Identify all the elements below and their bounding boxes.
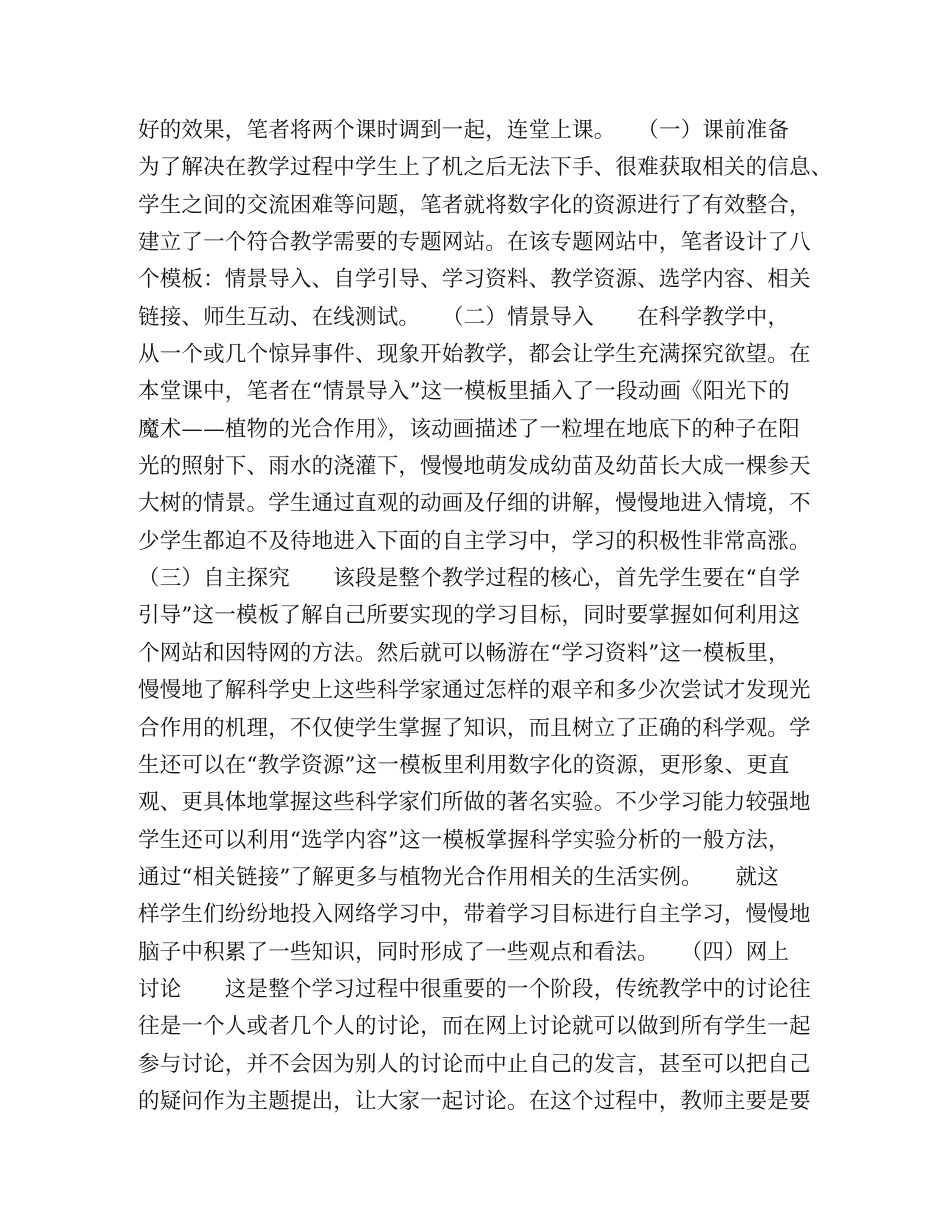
text-line: 慢慢地了解科学史上这些科学家通过怎样的艰辛和多少次尝试才发现光: [138, 678, 811, 704]
text-line: 学生之间的交流困难等问题，笔者就将数字化的资源进行了有效整合，: [138, 192, 811, 218]
text-line: 光的照射下、雨水的浇灌下，慢慢地萌发成幼苗及幼苗长大成一棵参天: [138, 454, 811, 480]
text-line: 样学生们纷纷地投入网络学习中，带着学习目标进行自主学习，慢慢地: [138, 902, 811, 928]
text-line: 引导”这一模板了解自己所要实现的学习目标，同时要掌握如何利用这: [138, 603, 801, 629]
text-line: 链接、师生互动、在线测试。 （二）情景导入 在科学教学中，: [138, 304, 790, 330]
text-line: 往是一个人或者几个人的讨论，而在网上讨论就可以做到所有学生一起: [138, 1014, 811, 1040]
text-line: 本堂课中，笔者在“情景导入”这一模板里插入了一段动画《阳光下的: [138, 379, 790, 405]
text-line: 参与讨论，并不会因为别人的讨论而中止自己的发言，甚至可以把自己: [138, 1051, 811, 1077]
text-line: 建立了一个符合教学需要的专题网站。在该专题网站中，笔者设计了八: [138, 230, 811, 256]
text-line: 通过“相关链接”了解更多与植物光合作用相关的生活实例。 就这: [138, 864, 779, 890]
text-line: 观、更具体地掌握这些科学家们所做的著名实验。不少学习能力较强地: [138, 790, 811, 816]
text-line: 讨论 这是整个学习过程中很重要的一个阶段，传统教学中的讨论往: [138, 976, 811, 1002]
text-line: 个网站和因特网的方法。然后就可以畅游在“学习资料”这一模板里，: [138, 640, 790, 666]
text-line: 魔术——植物的光合作用》，该动画描述了一粒埋在地底下的种子在阳: [138, 416, 800, 442]
text-line: 大树的情景。学生通过直观的动画及仔细的讲解，慢慢地进入情境，不: [138, 491, 811, 517]
text-line: 生还可以在“教学资源”这一模板里利用数字化的资源，更形象、更直: [138, 752, 790, 778]
text-line: 学生还可以利用“选学内容”这一模板掌握科学实验分析的一般方法，: [138, 827, 790, 853]
text-line: 好的效果，笔者将两个课时调到一起，连堂上课。 （一）课前准备: [138, 118, 790, 143]
text-line: （三）自主探究 该段是整个教学过程的核心，首先学生要在“自学: [138, 566, 801, 592]
text-line: 少学生都迫不及待地进入下面的自主学习中，学习的积极性非常高涨。: [138, 528, 811, 554]
text-line: 脑子中积累了一些知识，同时形成了一些观点和看法。 （四）网上: [138, 939, 790, 965]
text-line: 为了解决在教学过程中学生上了机之后无法下手、很难获取相关的信息、: [138, 155, 833, 181]
text-line: 从一个或几个惊异事件、现象开始教学，都会让学生充满探究欲望。在: [138, 342, 811, 368]
text-line: 的疑问作为主题提出，让大家一起讨论。在这个过程中，教师主要是要: [138, 1088, 811, 1114]
body-text: [138, 112, 838, 1120]
text-line: 个模板：情景导入、自学引导、学习资料、教学资源、选学内容、相关: [138, 267, 811, 293]
text-line: 合作用的机理，不仅使学生掌握了知识，而且树立了正确的科学观。学: [138, 715, 811, 741]
